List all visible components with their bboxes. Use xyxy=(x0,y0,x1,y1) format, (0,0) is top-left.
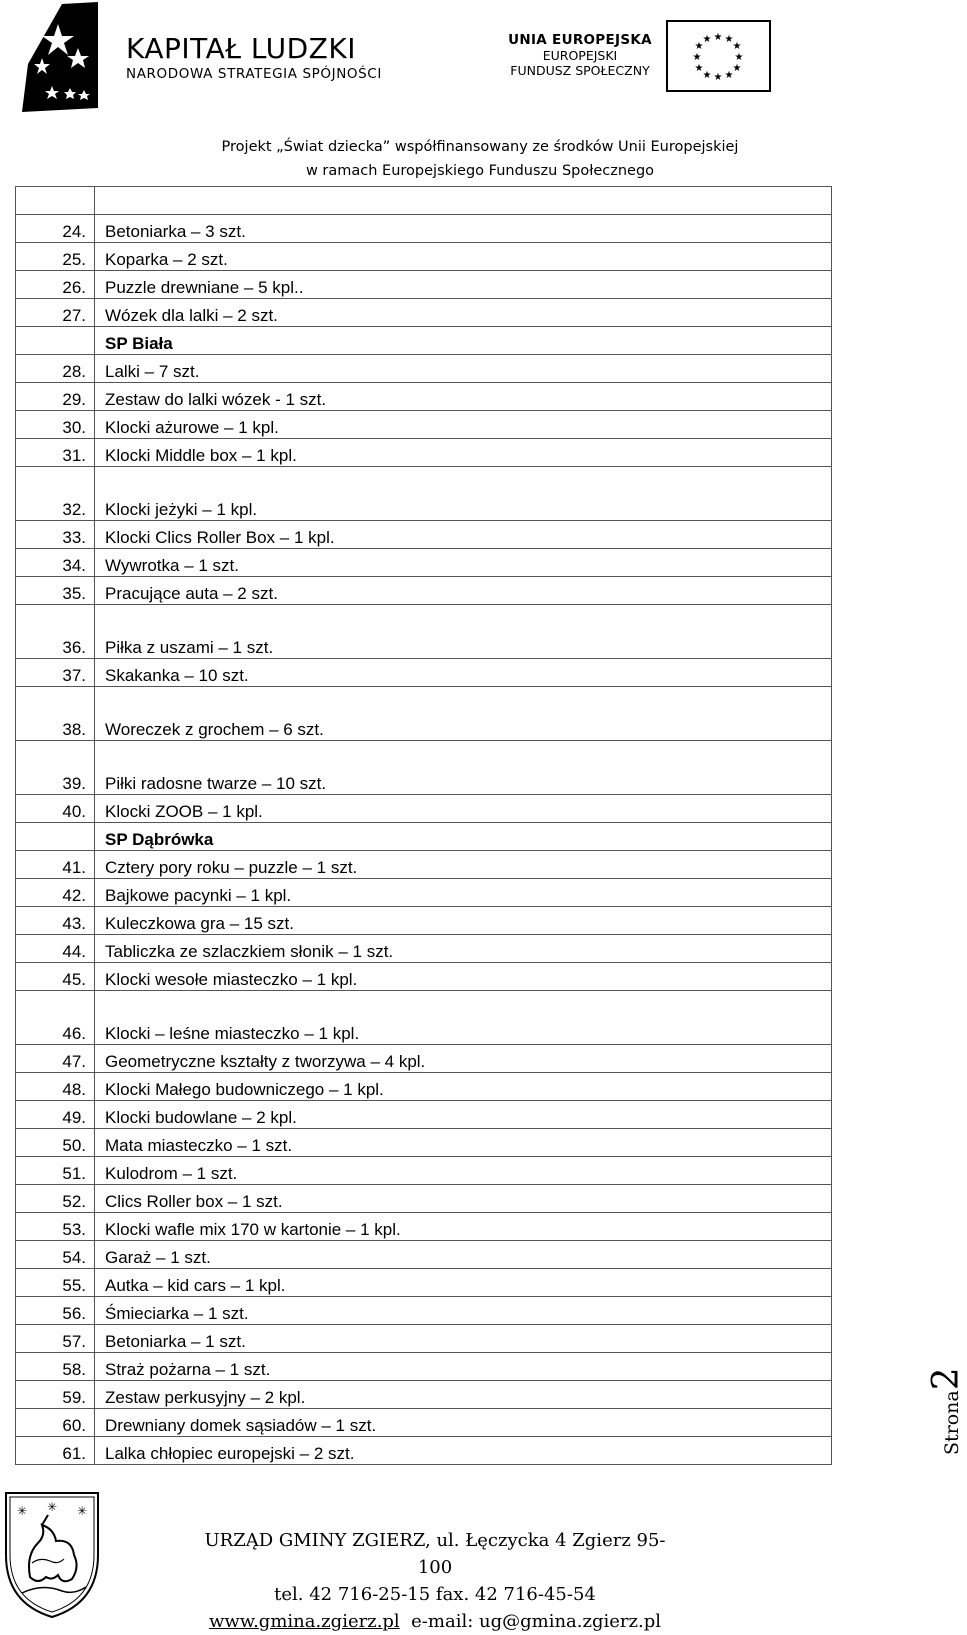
item-number: 47. xyxy=(16,1045,95,1073)
table-row xyxy=(16,1353,832,1381)
section-heading-row xyxy=(16,327,832,355)
item-name: Klocki budowlane – 2 kpl. xyxy=(95,1101,832,1129)
item-name: Bajkowe pacynki – 1 kpl. xyxy=(95,879,832,907)
project-line1: Projekt „Świat dziecka” współfinansowany ze środków Unii Europejskiej xyxy=(221,139,739,155)
table-row xyxy=(16,879,832,907)
table-row xyxy=(16,659,832,687)
item-name: Drewniany domek sąsiadów – 1 szt. xyxy=(95,1409,832,1437)
coat-of-arms-icon xyxy=(2,1485,102,1620)
item-number: 48. xyxy=(16,1073,95,1101)
svg-text:✳: ✳ xyxy=(76,1504,88,1518)
kapital-ludzki-title: KAPITAŁ LUDZKI xyxy=(126,32,356,65)
item-number: 45. xyxy=(16,963,95,991)
item-name: Garaż – 1 szt. xyxy=(95,1241,832,1269)
item-number: 57. xyxy=(16,1325,95,1353)
item-number: 38. xyxy=(16,687,95,741)
item-number: 49. xyxy=(16,1101,95,1129)
item-name: Geometryczne kształty z tworzywa – 4 kpl. xyxy=(95,1045,832,1073)
page-number xyxy=(926,1367,967,1455)
table-row xyxy=(16,991,832,1045)
table-row xyxy=(16,1269,832,1297)
footer-line2: tel. 42 716-25-15 fax. 42 716-45-54 xyxy=(274,1584,596,1605)
item-name: Klocki jeżyki – 1 kpl. xyxy=(95,467,832,521)
page-word: Strona xyxy=(941,1390,963,1455)
item-number: 37. xyxy=(16,659,95,687)
item-number xyxy=(16,327,95,355)
item-number: 34. xyxy=(16,549,95,577)
svg-text:★: ★ xyxy=(734,52,744,63)
table-row xyxy=(16,577,832,605)
table-row xyxy=(16,1101,832,1129)
eu-logo-text xyxy=(500,32,660,78)
item-name: Koparka – 2 szt. xyxy=(95,243,832,271)
item-name: Klocki Middle box – 1 kpl. xyxy=(95,439,832,467)
svg-text:✳: ✳ xyxy=(46,1500,58,1514)
table-row xyxy=(16,741,832,795)
table-row xyxy=(16,299,832,327)
footer-line1: URZĄD GMINY ZGIERZ, ul. Łęczycka 4 Zgierz 95-100 xyxy=(204,1530,666,1578)
item-name xyxy=(95,187,832,215)
svg-text:★: ★ xyxy=(713,32,723,43)
item-number: 55. xyxy=(16,1269,95,1297)
item-number: 41. xyxy=(16,851,95,879)
svg-text:★: ★ xyxy=(694,63,704,74)
item-number: 33. xyxy=(16,521,95,549)
item-name: Kuleczkowa gra – 15 szt. xyxy=(95,907,832,935)
kapital-ludzki-subtitle: NARODOWA STRATEGIA SPÓJNOŚCI xyxy=(126,66,382,82)
item-number: 26. xyxy=(16,271,95,299)
table-row xyxy=(16,1325,832,1353)
project-caption xyxy=(0,135,960,183)
item-name: Kulodrom – 1 szt. xyxy=(95,1157,832,1185)
svg-text:★: ★ xyxy=(732,41,742,52)
item-number: 30. xyxy=(16,411,95,439)
section-heading: SP Dąbrówka xyxy=(95,823,832,851)
footer-address xyxy=(200,1527,670,1635)
page-number-value: 2 xyxy=(926,1367,967,1391)
svg-text:★: ★ xyxy=(694,41,704,52)
item-name: Lalka chłopiec europejski – 2 szt. xyxy=(95,1437,832,1465)
table-row xyxy=(16,687,832,741)
item-number: 39. xyxy=(16,741,95,795)
table-row xyxy=(16,243,832,271)
item-number: 44. xyxy=(16,935,95,963)
table-row xyxy=(16,1045,832,1073)
table-row xyxy=(16,851,832,879)
item-name: Clics Roller box – 1 szt. xyxy=(95,1185,832,1213)
item-name: Klocki ażurowe – 1 kpl. xyxy=(95,411,832,439)
item-name: Klocki wesołe miasteczko – 1 kpl. xyxy=(95,963,832,991)
item-number: 28. xyxy=(16,355,95,383)
table-row xyxy=(16,271,832,299)
item-number: 53. xyxy=(16,1213,95,1241)
item-name: Lalki – 7 szt. xyxy=(95,355,832,383)
eu-line1: UNIA EUROPEJSKA xyxy=(508,32,652,48)
item-name: Piłki radosne twarze – 10 szt. xyxy=(95,741,832,795)
item-number: 27. xyxy=(16,299,95,327)
item-name: Wózek dla lalki – 2 szt. xyxy=(95,299,832,327)
table-row xyxy=(16,795,832,823)
svg-text:★: ★ xyxy=(702,34,712,45)
item-number: 50. xyxy=(16,1129,95,1157)
item-name: Zestaw perkusyjny – 2 kpl. xyxy=(95,1381,832,1409)
table-row xyxy=(16,1157,832,1185)
table-row xyxy=(16,439,832,467)
item-name: Piłka z uszami – 1 szt. xyxy=(95,605,832,659)
table-row xyxy=(16,963,832,991)
table-row xyxy=(16,549,832,577)
eu-line3: FUNDUSZ SPOŁECZNY xyxy=(510,63,650,78)
project-line2: w ramach Europejskiego Funduszu Społecznego xyxy=(305,163,655,179)
item-number: 54. xyxy=(16,1241,95,1269)
item-name: Wywrotka – 1 szt. xyxy=(95,549,832,577)
item-number: 56. xyxy=(16,1297,95,1325)
table-row xyxy=(16,1185,832,1213)
footer-contact xyxy=(200,1608,670,1635)
item-name: Autka – kid cars – 1 kpl. xyxy=(95,1269,832,1297)
item-name: Tabliczka ze szlaczkiem słonik – 1 szt. xyxy=(95,935,832,963)
item-name: Klocki Małego budowniczego – 1 kpl. xyxy=(95,1073,832,1101)
item-number: 52. xyxy=(16,1185,95,1213)
table-row xyxy=(16,1297,832,1325)
kapital-ludzki-text xyxy=(126,34,382,82)
table-row xyxy=(16,355,832,383)
table-row xyxy=(16,1437,832,1465)
item-number: 60. xyxy=(16,1409,95,1437)
table-row xyxy=(16,1381,832,1409)
item-number: 31. xyxy=(16,439,95,467)
section-heading: SP Biała xyxy=(95,327,832,355)
item-name: Puzzle drewniane – 5 kpl.. xyxy=(95,271,832,299)
item-number: 40. xyxy=(16,795,95,823)
svg-text:★: ★ xyxy=(732,63,742,74)
item-number: 32. xyxy=(16,467,95,521)
item-name: Pracujące auta – 2 szt. xyxy=(95,577,832,605)
item-name: Klocki – leśne miasteczko – 1 kpl. xyxy=(95,991,832,1045)
item-name: Mata miasteczko – 1 szt. xyxy=(95,1129,832,1157)
table-row xyxy=(16,605,832,659)
section-heading-row xyxy=(16,823,832,851)
item-name: Betoniarka – 1 szt. xyxy=(95,1325,832,1353)
table-row xyxy=(16,1073,832,1101)
item-name: Zestaw do lalki wózek - 1 szt. xyxy=(95,383,832,411)
item-name: Klocki Clics Roller Box – 1 kpl. xyxy=(95,521,832,549)
table-row xyxy=(16,935,832,963)
svg-text:★: ★ xyxy=(713,72,723,83)
item-number: 36. xyxy=(16,605,95,659)
eu-flag-icon xyxy=(666,20,771,92)
item-name: Betoniarka – 3 szt. xyxy=(95,215,832,243)
svg-text:★: ★ xyxy=(692,52,702,63)
item-number: 58. xyxy=(16,1353,95,1381)
svg-text:★: ★ xyxy=(724,34,734,45)
table-row xyxy=(16,215,832,243)
svg-text:★: ★ xyxy=(724,70,734,81)
table-row xyxy=(16,383,832,411)
table-row xyxy=(16,1241,832,1269)
table-row xyxy=(16,907,832,935)
website-link[interactable]: www.gmina.zgierz.pl xyxy=(208,1611,400,1632)
item-number: 46. xyxy=(16,991,95,1045)
svg-text:✳: ✳ xyxy=(16,1504,28,1518)
item-name: Śmieciarka – 1 szt. xyxy=(95,1297,832,1325)
item-name: Cztery pory roku – puzzle – 1 szt. xyxy=(95,851,832,879)
item-number: 51. xyxy=(16,1157,95,1185)
table-row xyxy=(16,521,832,549)
item-number: 24. xyxy=(16,215,95,243)
item-name: Straż pożarna – 1 szt. xyxy=(95,1353,832,1381)
item-number: 29. xyxy=(16,383,95,411)
svg-text:★: ★ xyxy=(702,70,712,81)
item-number: 61. xyxy=(16,1437,95,1465)
item-number: 43. xyxy=(16,907,95,935)
table-row xyxy=(16,1129,832,1157)
table-row xyxy=(16,1213,832,1241)
item-name: Klocki wafle mix 170 w kartonie – 1 kpl. xyxy=(95,1213,832,1241)
item-number xyxy=(16,187,95,215)
item-name: Klocki ZOOB – 1 kpl. xyxy=(95,795,832,823)
table-row xyxy=(16,1409,832,1437)
table-row xyxy=(16,187,832,215)
item-number xyxy=(16,823,95,851)
item-name: Skakanka – 10 szt. xyxy=(95,659,832,687)
footer-email[interactable]: e-mail: ug@gmina.zgierz.pl xyxy=(411,1611,662,1632)
item-number: 59. xyxy=(16,1381,95,1409)
item-number: 42. xyxy=(16,879,95,907)
item-number: 35. xyxy=(16,577,95,605)
items-table-body xyxy=(16,187,832,1465)
table-row xyxy=(16,467,832,521)
kapital-ludzki-logo-icon xyxy=(22,2,100,112)
eu-line2: EUROPEJSKI xyxy=(542,48,618,63)
items-table xyxy=(15,186,832,1465)
item-name: Woreczek z grochem – 6 szt. xyxy=(95,687,832,741)
table-row xyxy=(16,411,832,439)
item-number: 25. xyxy=(16,243,95,271)
